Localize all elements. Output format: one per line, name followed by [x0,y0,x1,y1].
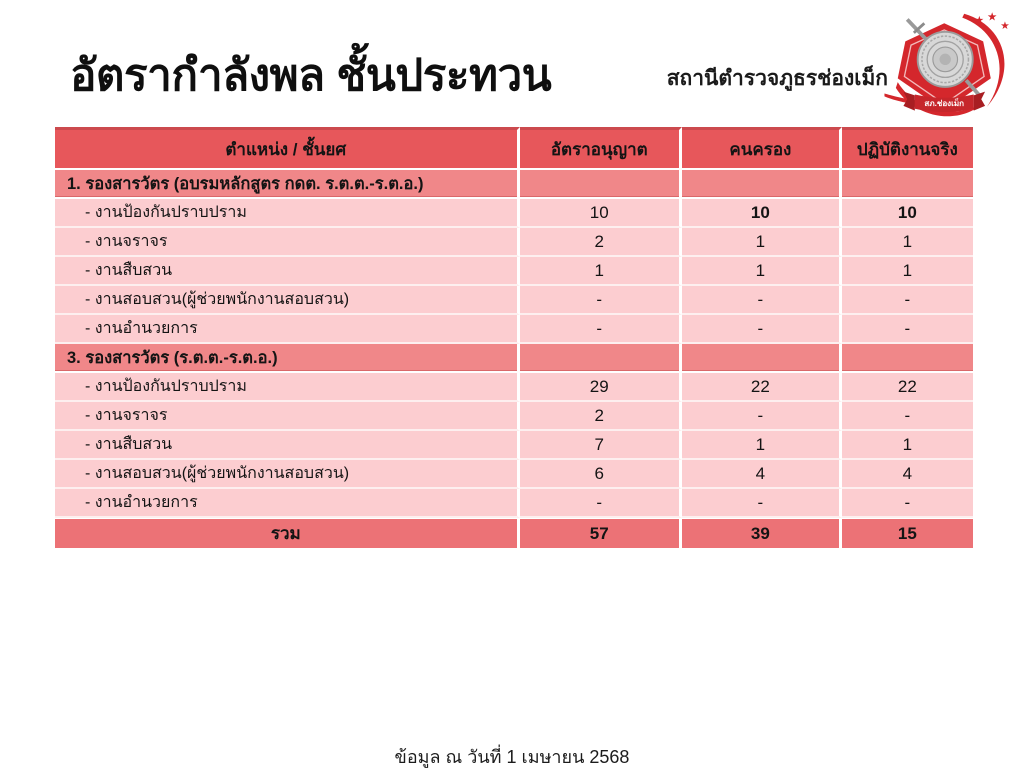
row-label: - งานป้องกันปราบปราม [55,373,520,402]
row-label: รวม [55,518,520,548]
cell-value: 22 [842,373,973,402]
cell-value: 10 [520,199,682,228]
data-row [55,315,973,344]
star-icon: ★ [1000,20,1010,32]
cell-value: 1 [682,431,842,460]
data-row [55,460,973,489]
cell-value: 2 [520,228,682,257]
cell-value: 15 [842,518,973,548]
data-row [55,402,973,431]
cell-value: 1 [682,228,842,257]
section-row [55,170,973,199]
row-label: - งานสืบสวน [55,257,520,286]
table-body [55,170,973,548]
police-station-logo-icon [882,10,1016,122]
header-row [55,127,973,170]
cell-value: - [682,489,842,518]
ribbon-text: สภ.ช่องเม็ก [924,98,965,108]
cell-value: - [520,315,682,344]
personnel-table-wrap [55,127,973,548]
star-icon: ★ [974,15,984,27]
cell-value: - [682,315,842,344]
cell-value: - [520,489,682,518]
cell-value: 6 [520,460,682,489]
data-row [55,373,973,402]
cell-value [520,344,682,373]
row-label: - งานอำนวยการ [55,315,520,344]
row-label: - งานสืบสวน [55,431,520,460]
row-label: - งานอำนวยการ [55,489,520,518]
cell-value: - [682,286,842,315]
data-row [55,228,973,257]
cell-value: 10 [682,199,842,228]
total-row [55,518,973,548]
cell-value [682,344,842,373]
station-block [667,10,1016,122]
cell-value: - [842,489,973,518]
cell-value: 7 [520,431,682,460]
data-row [55,199,973,228]
row-label: - งานจราจร [55,402,520,431]
cell-value: 2 [520,402,682,431]
data-row [55,286,973,315]
badge-core [940,54,951,65]
personnel-table [55,127,973,548]
cell-value: 1 [842,257,973,286]
cell-value: 29 [520,373,682,402]
cell-value: 22 [682,373,842,402]
data-row [55,431,973,460]
station-name: สถานีตำรวจภูธรช่องเม็ก [666,66,888,90]
cell-value: 4 [842,460,973,489]
ribbon-right [974,92,985,111]
column-header: อัตราอนุญาต [520,127,682,170]
cell-value: 1 [520,257,682,286]
row-label: - งานสอบสวน(ผู้ช่วยพนักงานสอบสวน) [55,460,520,489]
page-title: อัตรากำลังพล ชั้นประทวน [70,51,552,100]
column-header: ตำแหน่ง / ชั้นยศ [55,127,520,170]
cell-value: 1 [682,257,842,286]
cell-value: - [682,402,842,431]
row-label: - งานจราจร [55,228,520,257]
row-label: 1. รองสารวัตร (อบรมหลักสูตร กดต. ร.ต.ต.-ร.ต.อ.) [55,170,520,199]
cell-value: - [842,402,973,431]
column-header: ปฏิบัติงานจริง [842,127,973,170]
section-row [55,344,973,373]
column-header: คนครอง [682,127,842,170]
cell-value: 4 [682,460,842,489]
cell-value: 39 [682,518,842,548]
star-icon: ★ [986,11,998,24]
footer-note: ข้อมูล ณ วันที่ 1 เมษายน 2568 [394,747,630,767]
cell-value: - [842,286,973,315]
row-label: - งานป้องกันปราบปราม [55,199,520,228]
cell-value: - [520,286,682,315]
cell-value [842,170,973,199]
cell-value [682,170,842,199]
cell-value: 1 [842,431,973,460]
cell-value [520,170,682,199]
row-label: 3. รองสารวัตร (ร.ต.ต.-ร.ต.อ.) [55,344,520,373]
cell-value: 1 [842,228,973,257]
cell-value: 10 [842,199,973,228]
cell-value: - [842,315,973,344]
data-row [55,257,973,286]
data-row [55,489,973,518]
row-label: - งานสอบสวน(ผู้ช่วยพนักงานสอบสวน) [55,286,520,315]
cell-value: 57 [520,518,682,548]
cell-value [842,344,973,373]
